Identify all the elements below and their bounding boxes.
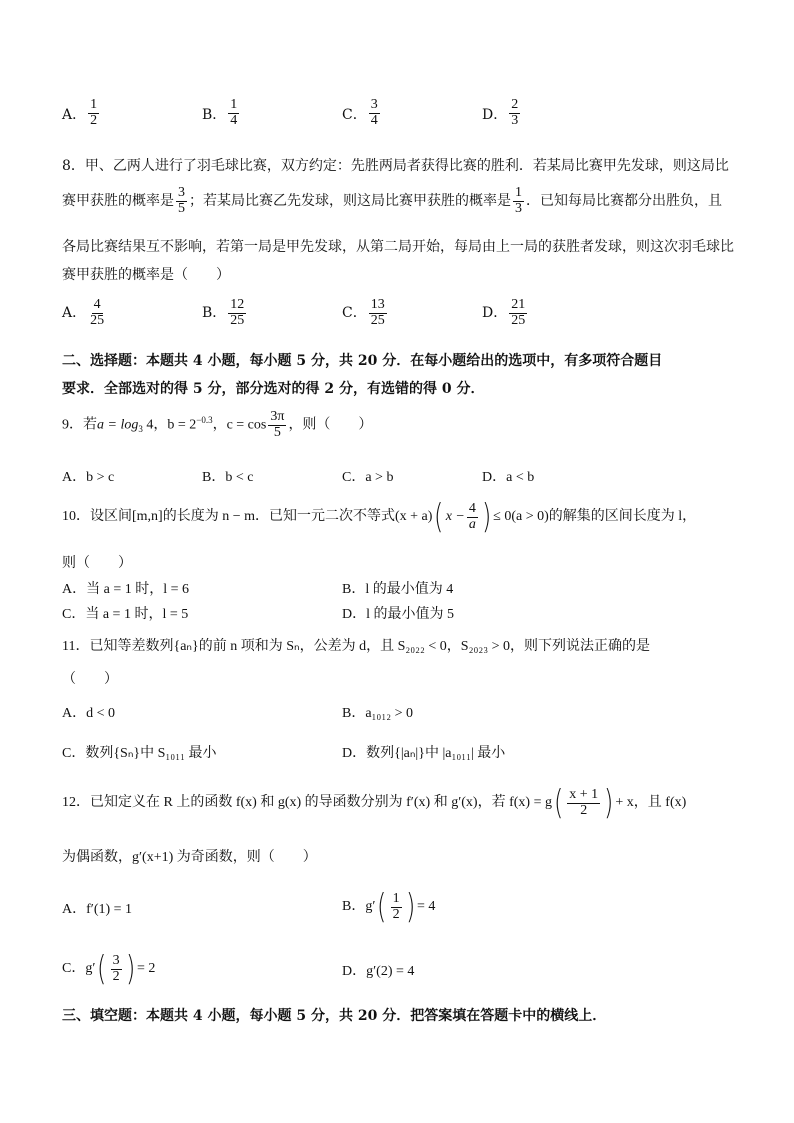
q7-option-d: D． $\frac{2}{3}$ <box>482 97 519 128</box>
q11-option-c: C．数列{Sₙ}中 S₁₀₁₁ 最小 <box>62 746 217 761</box>
q8-line-3: 各局比赛结果互不影响，若第一局是甲先发球，从第二局开始，每局由上一局的获胜者发球，则这次羽毛球比 <box>62 239 734 255</box>
q9-option-b: B．b < c <box>202 470 254 485</box>
q8-option-a: A． $\frac{4}{25}$ <box>62 297 105 328</box>
q10-option-c: C．当 a = 1 时，l = 5 <box>62 607 189 622</box>
q8-line-1: 8．甲、乙两人进行了羽毛球比赛，双方约定：先胜两局者获得比赛的胜利．若某局比赛甲先发球，则这局比 <box>62 158 729 174</box>
q7-option-b: B． $\frac{1}{4}$ <box>202 97 238 128</box>
q12-option-a: A．f′(1) = 1 <box>62 902 133 917</box>
q11-option-a: A．d < 0 <box>62 706 116 721</box>
q10-option-a: A．当 a = 1 时，l = 6 <box>62 582 190 597</box>
q11-option-d: D．数列{|aₙ|}中 |a₁₀₁₁| 最小 <box>342 746 506 761</box>
q8-option-c: C． $\frac{13}{25}$ <box>342 297 385 328</box>
section-3-heading: 三、填空题：本题共 4 小题，每小题 5 分，共 20 分．把答案填在答题卡中的横线上． <box>62 1008 607 1024</box>
q12-option-b: B．g′( $\frac{1}{2}$ ) = 4 <box>342 887 436 927</box>
section-2-heading-line-1: 二、选择题：本题共 4 小题，每小题 5 分，共 20 分．在每小题给出的选项中，有多项符合题目 <box>62 353 663 369</box>
q7-option-c: C． $\frac{3}{4}$ <box>342 97 378 128</box>
q8-option-d: D． $\frac{21}{25}$ <box>482 297 526 328</box>
q9-option-d: D．a < b <box>482 470 535 485</box>
q12-option-c: C．g′( $\frac{3}{2}$ ) = 2 <box>62 949 156 989</box>
q12-option-d: D．g′(2) = 4 <box>342 964 415 979</box>
q9-option-c: C．a > b <box>342 470 394 485</box>
q8-line-4: 赛甲获胜的概率是（ ） <box>62 267 230 283</box>
q9-option-a: A．b > c <box>62 470 115 485</box>
q11-stem: 11．已知等差数列{aₙ}的前 n 项和为 Sₙ，公差为 d，且 S₂₀₂₂ < 0，S₂₀₂₃ > 0，则下列说法正确的是 <box>62 639 650 654</box>
section-2-heading-line-2: 要求．全部选对的得 5 分，部分选对的得 2 分，有选错的得 0 分． <box>62 381 485 397</box>
q12-stem-line-2: 为偶函数，g′(x+1) 为奇函数，则（ ） <box>62 850 317 865</box>
q8-option-b: B． $\frac{12}{25}$ <box>202 297 245 328</box>
q9-stem: 9．若$a = \log_3 4$，$b = 2^{-0.3}$，c = cos $\frac{3\pi}{5}$ ，则（ ） <box>62 409 373 440</box>
q10-paren: 则（ ） <box>62 555 132 571</box>
q8-line-2: 赛甲获胜的概率是 $\frac{3}{5}$ ；若某局比赛乙先发球，则这局比赛甲获胜的概率是 $\frac{1}{3}$ ．已知每局比赛都分出胜负，且 <box>62 185 722 216</box>
q12-stem-line-1: 12．已知定义在 R 上的函数 f(x) 和 g(x) 的导函数分别为 f′(x) 和 g′(x)，若 f(x) = g( $\frac{x + 1}{2}$ ) + x，且 f(x) <box>62 783 687 823</box>
q11-option-b: B．a₁₀₁₂ > 0 <box>342 706 413 721</box>
q10-option-b: B．l 的最小值为 4 <box>342 582 454 597</box>
q11-paren: （ ） <box>62 671 118 687</box>
q10-stem: 10．设区间[m,n]的长度为 n − m．已知一元二次不等式(x + a)( x − $\frac{4}{a}$ ) ≤ 0(a > 0)的解集的区间长度为 l， <box>62 497 697 537</box>
q7-option-a: A． $\frac{1}{2}$ <box>62 97 98 128</box>
q10-option-d: D．l 的最小值为 5 <box>342 607 454 622</box>
